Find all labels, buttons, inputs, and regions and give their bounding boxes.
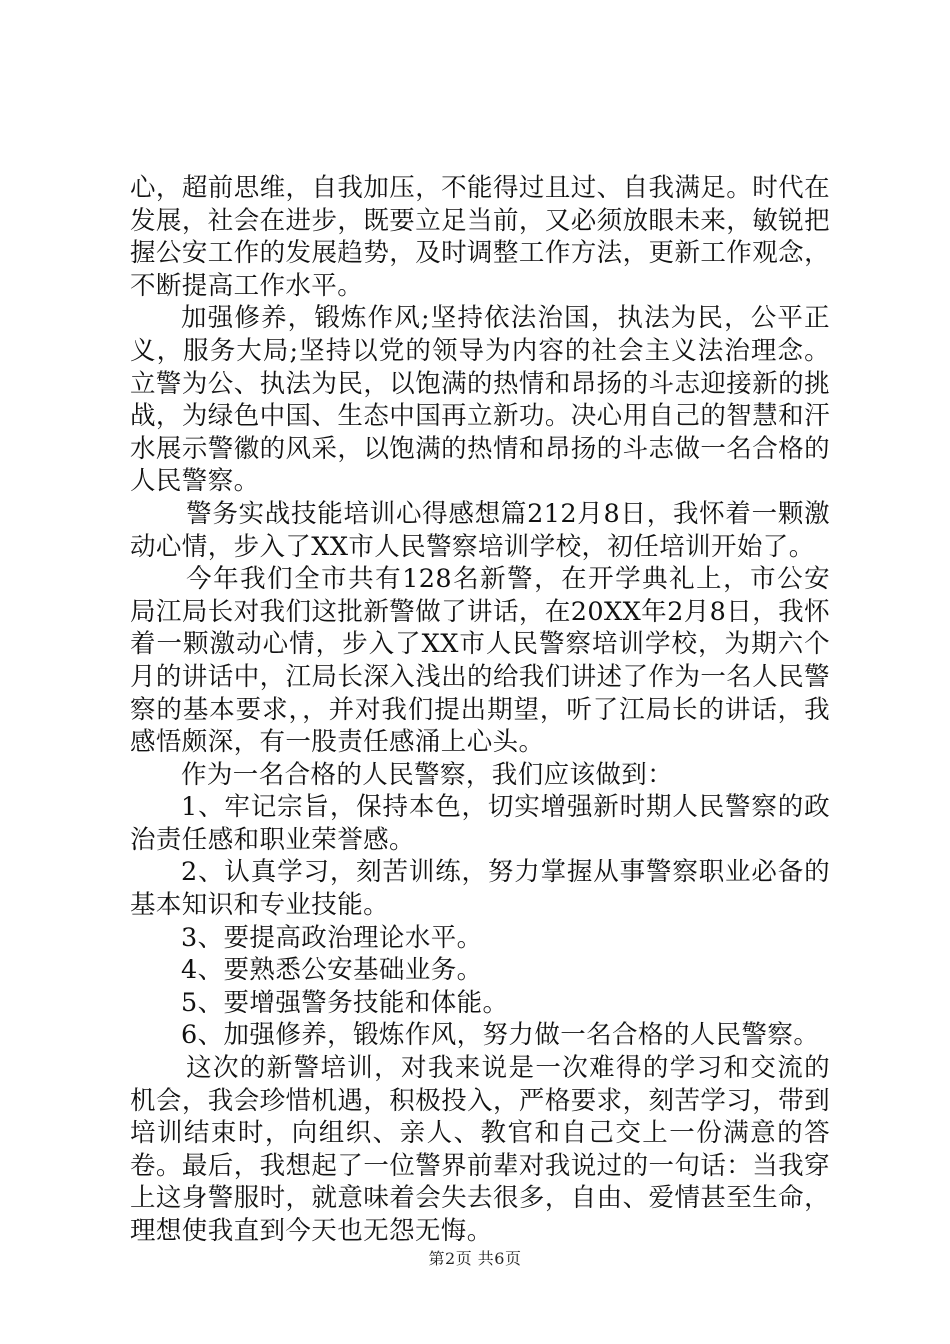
list-item-6: 6、加强修养，锻炼作风，努力做一名合格的人民警察。 — [181, 1020, 820, 1051]
list-item-4: 4、要熟悉公安基础业务。 — [181, 955, 483, 986]
paragraph-4: 今年我们全市共有128名新警，在开学典礼上，市公安局江局长对我们这批新警做了讲话，在20XX年2月8日，我怀着一颗激动心情，步入了XX市人民警察培训学校，为期六个月的讲话中，江局长深入浅出的给我们讲述了作为一名人民警察的基本要求，，并对我们提出期望，听了江局长的讲话，我感悟颇深，有一股责任感涌上心头。 — [130, 564, 830, 758]
list-item-5: 5、要增强警务技能和体能。 — [181, 987, 509, 1018]
list-item-2: 2、认真学习，刻苦训练，努力掌握从事警察职业必备的基本知识和专业技能。 — [130, 857, 830, 921]
list-item-3: 3、要提高政治理论水平。 — [181, 922, 483, 953]
list-item-1: 1、牢记宗旨，保持本色，切实增强新时期人民警察的政治责任感和职业荣誉感。 — [130, 792, 830, 855]
paragraph-5: 作为一名合格的人民警察，我们应该做到： — [181, 759, 674, 790]
document-body — [130, 172, 830, 1248]
paragraph-2: 加强修养，锻炼作风;坚持依法治国，执法为民，公平正义，服务大局;坚持以党的领导为内容的社会主义法治理念。立警为公、执法为民，以饱满的热情和昂扬的斗志迎接新的挑战，为绿色中国、生态中国再立新功。决心用自己的智慧和汗水展示警徽的风采，以饱满的热情和昂扬的斗志做一名合格的人民警察。 — [130, 303, 830, 497]
page-number-footer: 第2页 共6页 — [428, 1249, 522, 1268]
paragraph-closing: 这次的新警培训，对我来说是一次难得的学习和交流的机会，我会珍惜机遇，积极投入，严格要求，刻苦学习，带到培训结束时，向组织、亲人、教官和自己交上一份满意的答卷。最后，我想起了一位警界前辈对我说过的一句话：当我穿上这身警服时，就意味着会失去很多，自由、爱情甚至生命，理想使我直到今天也无怨无悔。 — [130, 1053, 830, 1246]
paragraph-3: 警务实战技能培训心得感想篇212月8日，我怀着一颗激动心情，步入了XX市人民警察培训学校，初任培训开始了。 — [130, 498, 830, 562]
paragraph-1: 心，超前思维，自我加压，不能得过且过、自我满足。时代在发展，社会在进步，既要立足当前，又必须放眼未来，敏锐把握公安工作的发展趋势，及时调整工作方法，更新工作观念，不断提高工作水平。 — [130, 173, 830, 301]
